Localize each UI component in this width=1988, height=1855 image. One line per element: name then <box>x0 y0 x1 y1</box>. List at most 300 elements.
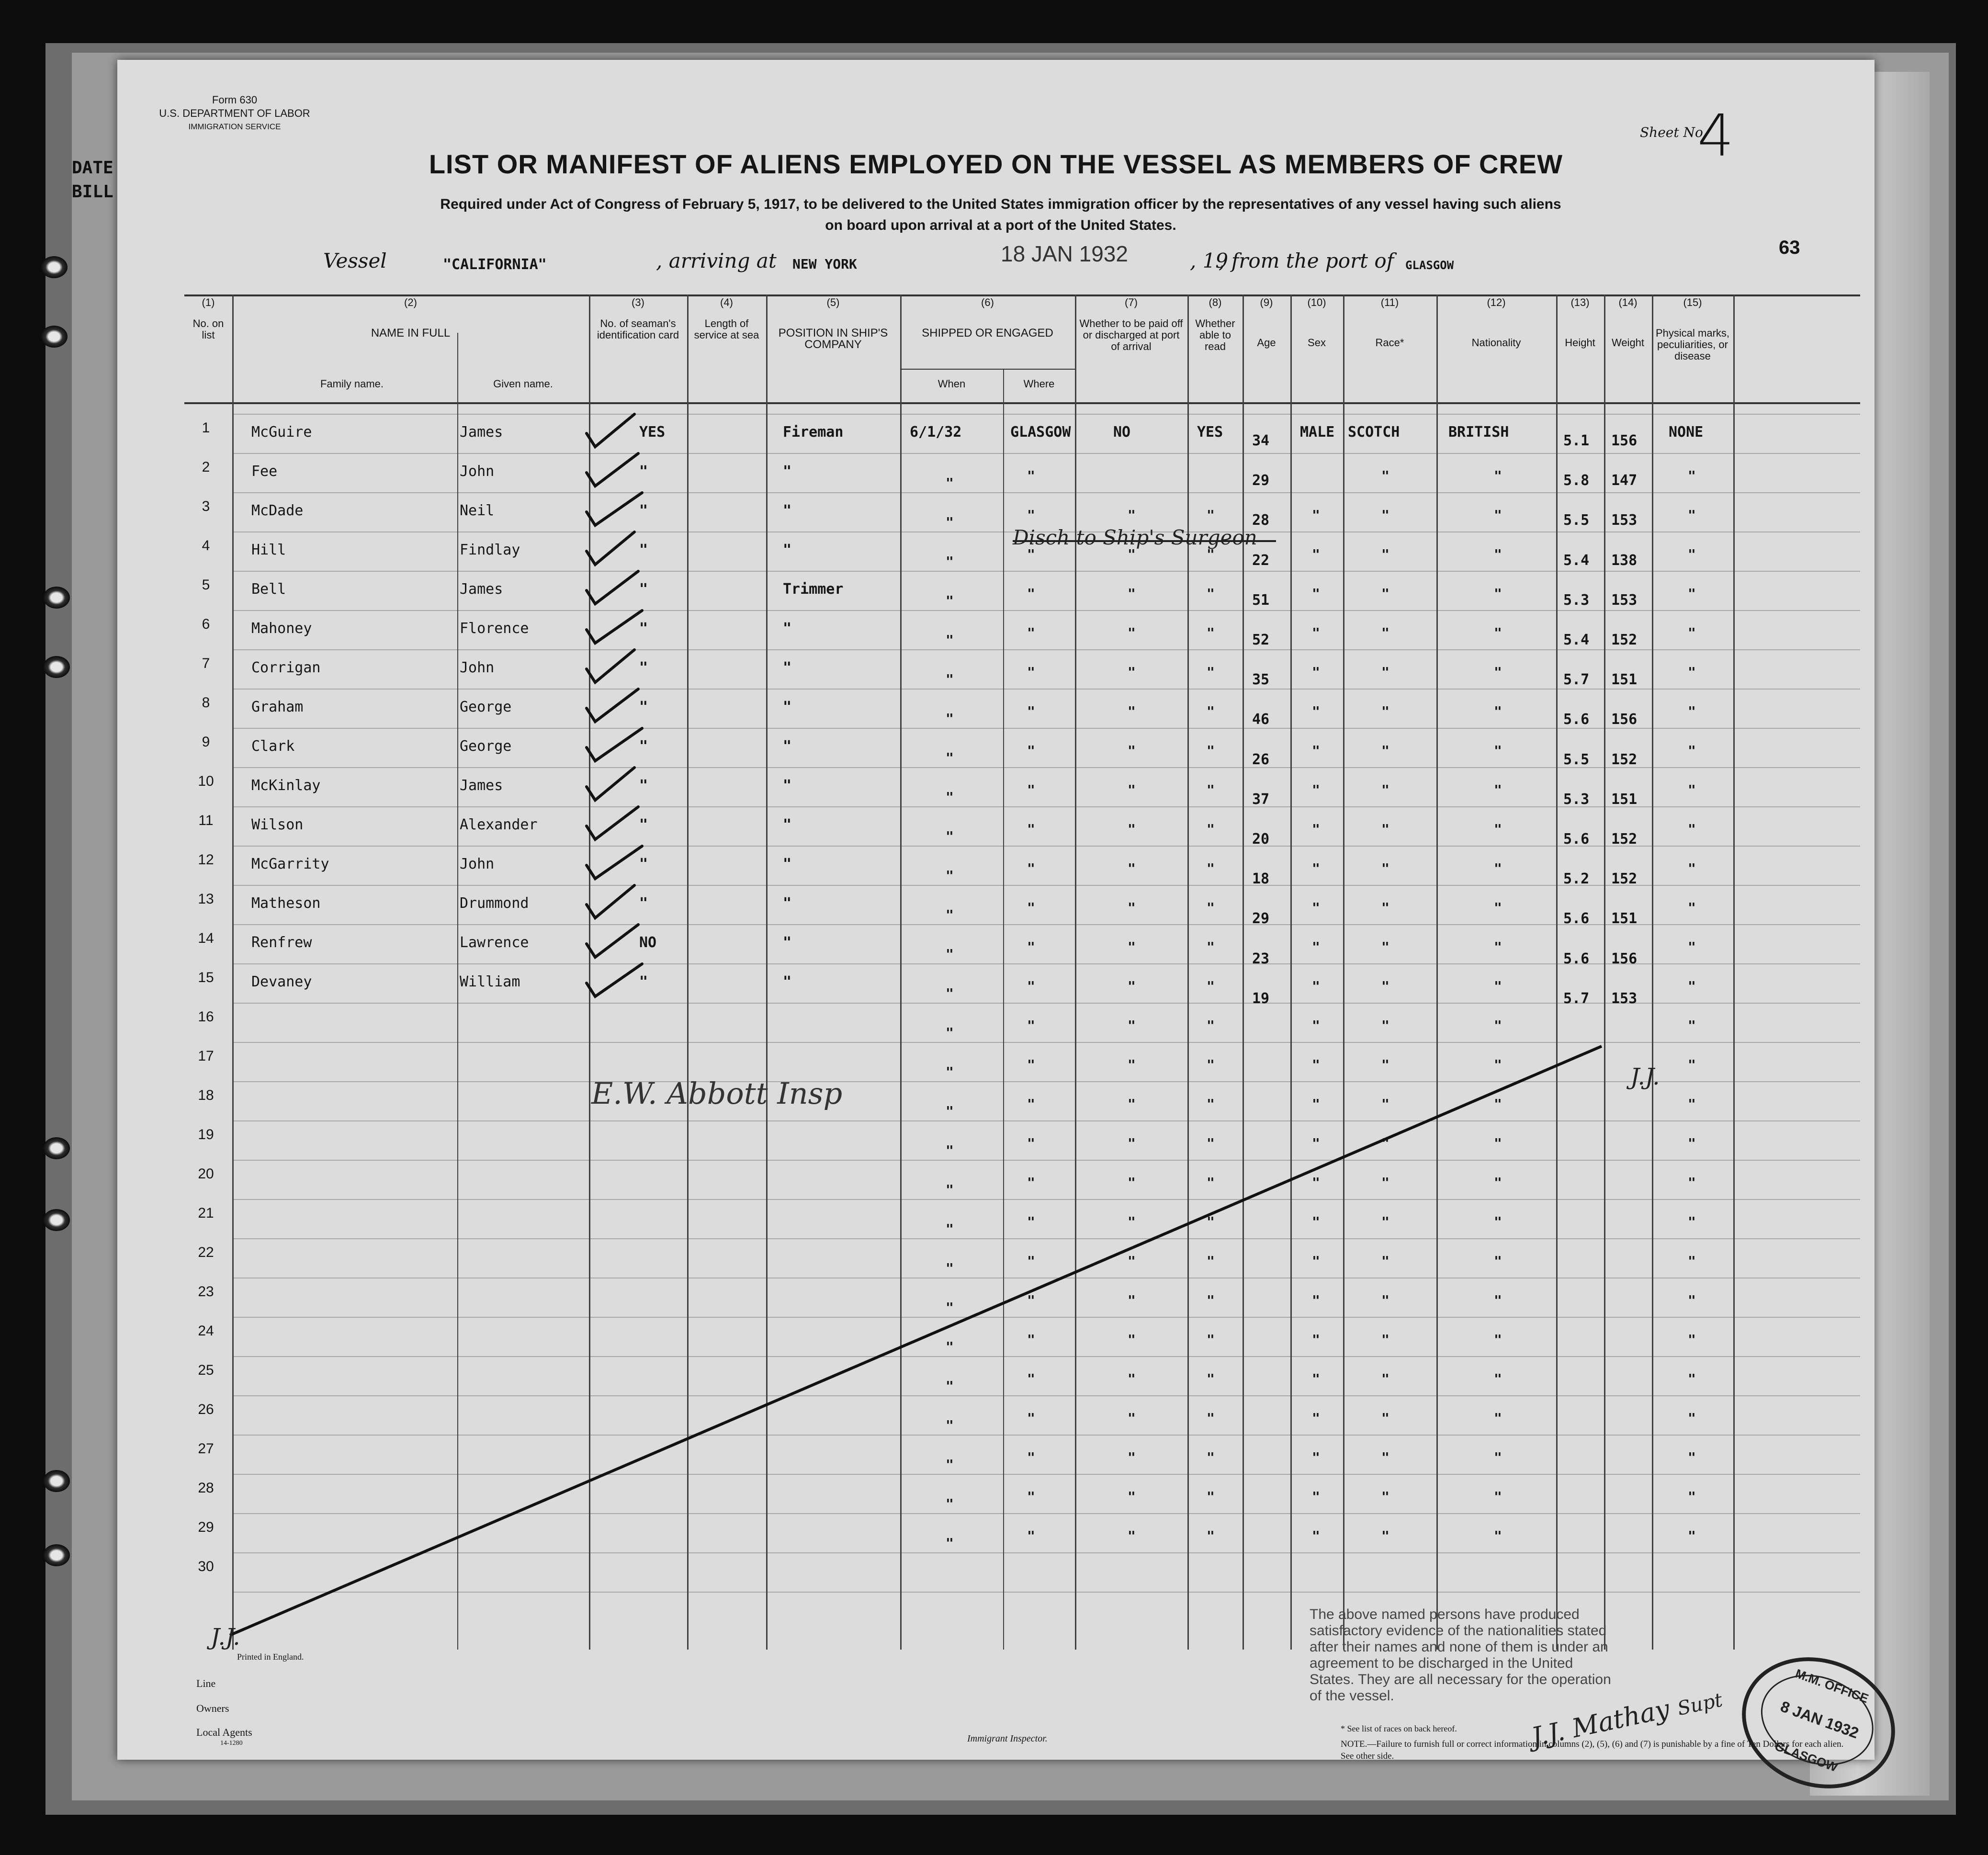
crew-age: 34 <box>1252 432 1270 449</box>
ditto-mark: " <box>1688 939 1696 955</box>
ditto-mark: " <box>1494 743 1502 758</box>
crew-weight: 153 <box>1611 591 1638 609</box>
ditto-mark: " <box>1688 1135 1696 1151</box>
ditto-mark: " <box>1381 1489 1389 1504</box>
ditto-mark: " <box>1312 1292 1320 1308</box>
ditto-mark: " <box>1128 546 1136 562</box>
crew-physical-marks: NONE <box>1669 424 1704 441</box>
crew-id-card: " <box>639 856 648 872</box>
ditto-mark: " <box>1381 1253 1389 1269</box>
col-num: (5) <box>826 296 840 308</box>
ditto-mark: " <box>1128 1096 1136 1112</box>
ditto-mark: " <box>1128 782 1136 798</box>
ditto-mark: " <box>1312 703 1320 719</box>
row-number: 1 <box>202 420 210 436</box>
ditto-mark: " <box>1027 507 1035 523</box>
ditto-mark: " <box>1027 468 1035 484</box>
crew-age: 19 <box>1252 990 1270 1007</box>
crew-position: Trimmer <box>783 581 844 598</box>
ditto-mark: " <box>946 1417 954 1433</box>
row-number: 21 <box>198 1205 214 1221</box>
row-number: 20 <box>198 1166 214 1182</box>
crew-id-card: " <box>639 738 648 755</box>
crew-position: Fireman <box>783 424 844 441</box>
crew-position: " <box>783 463 792 480</box>
crew-age: 52 <box>1252 632 1270 648</box>
subtitle-line-2: on board upon arrival at a port of the United States. <box>825 217 1176 233</box>
check-mark <box>587 571 638 604</box>
binder-hole <box>41 256 68 278</box>
ditto-mark: " <box>1128 1057 1136 1073</box>
crew-height: 5.3 <box>1563 591 1590 609</box>
ditto-mark: " <box>1312 586 1320 601</box>
row-number: 5 <box>202 577 210 593</box>
col-num: (4) <box>720 296 733 308</box>
ditto-mark: " <box>1027 860 1035 876</box>
crew-weight: 151 <box>1611 791 1638 808</box>
row-number: 27 <box>198 1441 214 1457</box>
row-number: 24 <box>198 1323 214 1339</box>
ditto-mark: " <box>1381 1332 1389 1347</box>
row-number: 14 <box>198 930 214 946</box>
ditto-mark: " <box>1207 1096 1215 1112</box>
ditto-mark: " <box>1688 1528 1696 1544</box>
crew-given-name: John <box>460 659 495 676</box>
ditto-mark: " <box>1207 546 1215 562</box>
ditto-mark: " <box>1128 1175 1136 1190</box>
ditto-mark: " <box>1494 586 1502 601</box>
crew-table <box>184 294 1860 1650</box>
crew-id-card: " <box>639 463 648 480</box>
crew-height: 5.3 <box>1563 791 1590 808</box>
check-mark <box>587 846 642 879</box>
ditto-mark: " <box>946 750 954 766</box>
crew-age: 28 <box>1252 512 1270 529</box>
crew-nationality: BRITISH <box>1448 424 1509 441</box>
ditto-mark: " <box>946 946 954 962</box>
ditto-mark: " <box>1688 703 1696 719</box>
crew-height: 5.4 <box>1563 552 1590 569</box>
col-num: (8) <box>1209 296 1222 308</box>
inspector-signature: E.W. Abbott Insp <box>591 1076 843 1111</box>
ditto-mark: " <box>1381 900 1389 916</box>
crew-given-name: Lawrence <box>460 934 529 951</box>
ditto-mark: " <box>1688 1175 1696 1190</box>
ditto-mark: " <box>1381 860 1389 876</box>
ditto-mark: " <box>1128 703 1136 719</box>
crew-position: " <box>783 542 792 558</box>
crew-weight: 152 <box>1611 632 1638 648</box>
ditto-mark: " <box>1688 1214 1696 1230</box>
ditto-mark: " <box>1027 1096 1035 1112</box>
crew-height: 5.2 <box>1563 871 1590 888</box>
crew-weight: 152 <box>1611 871 1638 888</box>
ditto-mark: " <box>1494 1332 1502 1347</box>
check-mark <box>587 414 634 447</box>
crew-family-name: Clark <box>251 738 295 755</box>
ditto-mark: " <box>1494 1371 1502 1387</box>
crew-given-name: James <box>460 581 503 598</box>
ditto-mark: " <box>1688 1018 1696 1033</box>
sheet-number-label: Sheet No. <box>1640 124 1707 140</box>
ditto-mark: " <box>1027 546 1035 562</box>
ditto-mark: " <box>1207 625 1215 641</box>
ditto-mark: " <box>1207 900 1215 916</box>
check-mark <box>587 728 642 761</box>
ditto-mark: " <box>1494 1057 1502 1073</box>
col-label: Sex <box>1308 337 1326 349</box>
crew-age: 46 <box>1252 711 1270 728</box>
ditto-mark: " <box>1312 507 1320 523</box>
ditto-mark: " <box>1312 900 1320 916</box>
penalty-note: NOTE.—Failure to furnish full or correct information in columns (2), (5), (6) and (7) is punishable by a fine of Ten Dollars for each alien. See other side. <box>1341 1739 1844 1761</box>
row-number: 29 <box>198 1519 214 1535</box>
crew-sex: MALE <box>1300 424 1335 441</box>
ditto-mark: " <box>1128 1449 1136 1465</box>
crew-given-name: James <box>460 424 503 441</box>
year-label: , 19 <box>1190 249 1229 272</box>
ditto-mark: " <box>946 1457 954 1472</box>
check-mark <box>587 885 634 918</box>
ditto-mark: " <box>1688 1096 1696 1112</box>
crew-id-card: " <box>639 542 648 558</box>
crew-given-name: George <box>460 699 512 715</box>
crew-family-name: McGuire <box>251 424 312 441</box>
sheet-number: 4 <box>1697 103 1734 170</box>
row-number: 19 <box>198 1127 214 1142</box>
ditto-mark: " <box>1207 1410 1215 1426</box>
crew-given-name: John <box>460 856 495 872</box>
crew-race: SCOTCH <box>1348 424 1400 441</box>
ditto-mark: " <box>1381 1175 1389 1190</box>
col-label: Nationality <box>1471 337 1521 349</box>
nationality-statement: The above named persons have produced satisfactory evidence of the nationalities stated after their names and none of them is under an agreement to be discharged in the United States. They are all necessary for the operation of the vessel. <box>1310 1606 1611 1704</box>
ditto-mark: " <box>1027 586 1035 601</box>
ditto-mark: " <box>1027 821 1035 837</box>
ditto-mark: " <box>1128 821 1136 837</box>
col-num: (11) <box>1380 296 1399 308</box>
ditto-mark: " <box>1207 1214 1215 1230</box>
row-number: 2 <box>202 459 210 475</box>
strike-through-line <box>230 1046 1602 1635</box>
ditto-mark: " <box>1027 1410 1035 1426</box>
ditto-mark: " <box>1128 1332 1136 1347</box>
crew-weight: 152 <box>1611 751 1638 768</box>
ditto-mark: " <box>946 1182 954 1198</box>
ditto-mark: " <box>1381 1214 1389 1230</box>
crew-family-name: Renfrew <box>251 934 312 951</box>
col-label: Physical marks, peculiarities, or disease <box>1655 327 1730 362</box>
row-number: 16 <box>198 1009 214 1025</box>
handwriting-layer <box>184 294 1860 1650</box>
crew-age: 20 <box>1252 831 1270 848</box>
ditto-mark: " <box>946 907 954 923</box>
ditto-mark: " <box>1027 1057 1035 1073</box>
ditto-mark: " <box>1207 1292 1215 1308</box>
binder-hole <box>43 1137 70 1159</box>
footer-line-label: Line <box>196 1677 216 1689</box>
ditto-mark: " <box>1381 1096 1389 1112</box>
crew-given-name: John <box>460 463 495 480</box>
ditto-mark: " <box>946 1496 954 1512</box>
crew-weight: 153 <box>1611 990 1638 1007</box>
ditto-mark: " <box>1381 468 1389 484</box>
ditto-mark: " <box>1312 1175 1320 1190</box>
crew-weight: 153 <box>1611 512 1638 529</box>
crew-position: " <box>783 738 792 755</box>
col-label: POSITION IN SHIP'S COMPANY <box>778 327 888 351</box>
crew-position: " <box>783 620 792 637</box>
ditto-mark: " <box>1688 468 1696 484</box>
crew-position: " <box>783 502 792 519</box>
ditto-mark: " <box>1027 1135 1035 1151</box>
binder-hole <box>43 1544 70 1566</box>
binder-hole <box>43 587 70 609</box>
ditto-mark: " <box>1312 1528 1320 1544</box>
crew-id-card: NO <box>639 934 657 951</box>
row-number: 8 <box>202 695 210 711</box>
ditto-mark: " <box>1688 1253 1696 1269</box>
crew-age: 29 <box>1252 472 1270 489</box>
ditto-mark: " <box>946 671 954 687</box>
ditto-mark: " <box>1128 1528 1136 1544</box>
col-num: (14) <box>1618 296 1638 308</box>
ditto-mark: " <box>1027 1018 1035 1033</box>
ditto-mark: " <box>1207 1018 1215 1033</box>
ditto-mark: " <box>1494 1489 1502 1504</box>
crew-given-name: George <box>460 738 512 755</box>
ditto-mark: " <box>1381 507 1389 523</box>
ditto-mark: " <box>1312 664 1320 680</box>
ditto-mark: " <box>1381 782 1389 798</box>
ditto-mark: " <box>1027 743 1035 758</box>
crew-position: " <box>783 816 792 833</box>
ditto-mark: " <box>1128 1410 1136 1426</box>
ditto-mark: " <box>1207 1371 1215 1387</box>
ditto-mark: " <box>1381 1449 1389 1465</box>
ditto-mark: " <box>946 1378 954 1394</box>
ditto-mark: " <box>1494 1449 1502 1465</box>
ditto-mark: " <box>1688 1371 1696 1387</box>
ditto-mark: " <box>1381 625 1389 641</box>
check-mark <box>587 925 638 957</box>
col-label: NAME IN FULL <box>371 327 451 339</box>
check-mark <box>587 611 642 643</box>
ditto-mark: " <box>1312 978 1320 994</box>
ditto-mark: " <box>1128 664 1136 680</box>
col-header-family-name: Family name. <box>320 378 384 390</box>
crew-position: " <box>783 777 792 794</box>
row-number: 28 <box>198 1480 214 1496</box>
ditto-mark: " <box>1027 625 1035 641</box>
crew-family-name: Fee <box>251 463 278 480</box>
crew-position: " <box>783 973 792 990</box>
ditto-mark: " <box>946 711 954 726</box>
ditto-mark: " <box>1027 664 1035 680</box>
immigrant-inspector-label: Immigrant Inspector. <box>967 1733 1048 1744</box>
signature-name: J.J. Mathay <box>1528 1693 1672 1753</box>
ditto-mark: " <box>1494 546 1502 562</box>
ditto-mark: " <box>1688 507 1696 523</box>
crew-age: 35 <box>1252 671 1270 689</box>
handwritten-discharge-note: Disch to Ship's Surgeon <box>1013 526 1257 549</box>
crew-height: 5.6 <box>1563 950 1590 967</box>
col-label: Height <box>1565 337 1595 349</box>
ditto-mark: " <box>1688 1332 1696 1347</box>
crew-position: " <box>783 659 792 676</box>
ditto-mark: " <box>1207 978 1215 994</box>
footer-owners-label: Owners <box>196 1702 229 1714</box>
col-label: Whether able to read <box>1195 317 1235 352</box>
ditto-mark: " <box>1128 1214 1136 1230</box>
ditto-mark: " <box>1688 900 1696 916</box>
row-number: 13 <box>198 891 214 907</box>
crew-height: 5.6 <box>1563 910 1590 928</box>
ditto-mark: " <box>1312 821 1320 837</box>
col-header-where: Where <box>1023 378 1055 390</box>
footer-local-agents-label: Local Agents <box>196 1726 252 1738</box>
edge-label-bill: BILL <box>72 182 113 202</box>
crew-given-name: Findlay <box>460 542 520 558</box>
ditto-mark: " <box>946 554 954 569</box>
ditto-mark: " <box>1207 1135 1215 1151</box>
ditto-mark: " <box>1312 1096 1320 1112</box>
crew-age: 23 <box>1252 950 1270 967</box>
ditto-mark: " <box>946 789 954 805</box>
ditto-mark: " <box>1381 743 1389 758</box>
ditto-mark: " <box>1312 1253 1320 1269</box>
check-mark <box>587 493 642 525</box>
crew-given-name: Florence <box>460 620 529 637</box>
ditto-mark: " <box>1027 1214 1035 1230</box>
ditto-mark: " <box>1207 1332 1215 1347</box>
ditto-mark: " <box>1312 1135 1320 1151</box>
check-mark <box>587 650 634 682</box>
vessel-label: Vessel <box>323 249 387 272</box>
ditto-mark: " <box>1381 1018 1389 1033</box>
ditto-mark: " <box>1494 900 1502 916</box>
ditto-mark: " <box>1688 664 1696 680</box>
ditto-mark: " <box>946 868 954 883</box>
row-number: 25 <box>198 1362 214 1378</box>
ditto-mark: " <box>1207 782 1215 798</box>
row-number: 11 <box>198 813 214 828</box>
check-marks <box>587 414 642 996</box>
crew-family-name: Devaney <box>251 973 312 990</box>
col-label: Whether to be paid off or discharged at port of arrival <box>1079 317 1183 352</box>
crew-height: 5.7 <box>1563 990 1590 1007</box>
ditto-mark: " <box>946 1221 954 1237</box>
ditto-mark: " <box>946 632 954 648</box>
crew-id-card: " <box>639 699 648 715</box>
row-number: 7 <box>202 656 210 671</box>
col-label: Weight <box>1611 337 1645 349</box>
check-mark <box>587 453 638 486</box>
crew-position: " <box>783 699 792 715</box>
ditto-mark: " <box>1381 703 1389 719</box>
crew-weight: 152 <box>1611 831 1638 848</box>
col-num: (9) <box>1260 296 1273 308</box>
crew-age: 51 <box>1252 591 1270 609</box>
ditto-mark: " <box>1312 1449 1320 1465</box>
ditto-mark: " <box>1027 1449 1035 1465</box>
ditto-mark: " <box>1128 625 1136 641</box>
edge-label-date: DATE <box>72 158 113 178</box>
ditto-mark: " <box>1312 782 1320 798</box>
ditto-mark: " <box>1381 1057 1389 1073</box>
crew-paid-off: NO <box>1113 424 1131 441</box>
col-num: (15) <box>1683 296 1702 308</box>
ditto-mark: " <box>1207 507 1215 523</box>
ditto-mark: " <box>1494 860 1502 876</box>
initials-bottom: J.J. <box>211 1624 240 1650</box>
row-number: 6 <box>202 616 210 632</box>
ditto-mark: " <box>1688 1410 1696 1426</box>
row-number: 30 <box>198 1559 214 1574</box>
ditto-mark: " <box>1494 507 1502 523</box>
crew-height: 5.4 <box>1563 632 1590 648</box>
vessel-name: "CALIFORNIA" <box>443 256 547 273</box>
ditto-mark: " <box>946 1300 954 1315</box>
crew-age: 22 <box>1252 552 1270 569</box>
ditto-mark: " <box>1688 1057 1696 1073</box>
crew-given-name: James <box>460 777 503 794</box>
form-service: IMMIGRATION SERVICE <box>188 122 281 131</box>
from-port: GLASGOW <box>1405 259 1454 272</box>
ditto-mark: " <box>1027 900 1035 916</box>
crew-weight: 147 <box>1611 472 1638 489</box>
binder-hole <box>43 1470 70 1492</box>
ditto-mark: " <box>1128 1018 1136 1033</box>
crew-family-name: Wilson <box>251 816 304 833</box>
col-num: (3) <box>632 296 644 308</box>
ditto-mark: " <box>1128 586 1136 601</box>
ditto-mark: " <box>1381 1135 1389 1151</box>
ditto-mark: " <box>1312 625 1320 641</box>
check-mark <box>587 964 642 996</box>
ditto-mark: " <box>1381 1292 1389 1308</box>
printed-in-england: Printed in England. <box>237 1652 304 1662</box>
ditto-mark: " <box>1312 1214 1320 1230</box>
ditto-mark: " <box>1494 1096 1502 1112</box>
col-num: (12) <box>1487 296 1506 308</box>
col-label: Age <box>1257 337 1276 349</box>
ditto-mark: " <box>1381 1528 1389 1544</box>
ditto-mark: " <box>1494 1253 1502 1269</box>
crew-age: 37 <box>1252 791 1270 808</box>
ditto-mark: " <box>1207 1528 1215 1544</box>
crew-position: " <box>783 856 792 872</box>
ditto-mark: " <box>1128 1489 1136 1504</box>
ditto-mark: " <box>1381 664 1389 680</box>
row-number: 23 <box>198 1284 214 1300</box>
col-label: No. of seaman's identification card <box>597 317 679 341</box>
arriving-port: NEW YORK <box>792 256 857 272</box>
manifest-page <box>117 60 1875 1775</box>
row-number: 3 <box>202 498 210 514</box>
row-number: 22 <box>198 1244 214 1260</box>
col-num: (7) <box>1125 296 1138 308</box>
manifest-title: LIST OR MANIFEST OF ALIENS EMPLOYED ON THE VESSEL AS MEMBERS OF CREW <box>429 149 1563 179</box>
ditto-mark: " <box>1688 1292 1696 1308</box>
ditto-mark: " <box>1688 1489 1696 1504</box>
ditto-mark: " <box>1381 978 1389 994</box>
col-num: (13) <box>1570 296 1590 308</box>
crew-id-card: " <box>639 777 648 794</box>
ditto-mark: " <box>1128 507 1136 523</box>
stamp-date: 8 JAN 1932 <box>1778 1697 1861 1742</box>
ditto-mark: " <box>1494 821 1502 837</box>
